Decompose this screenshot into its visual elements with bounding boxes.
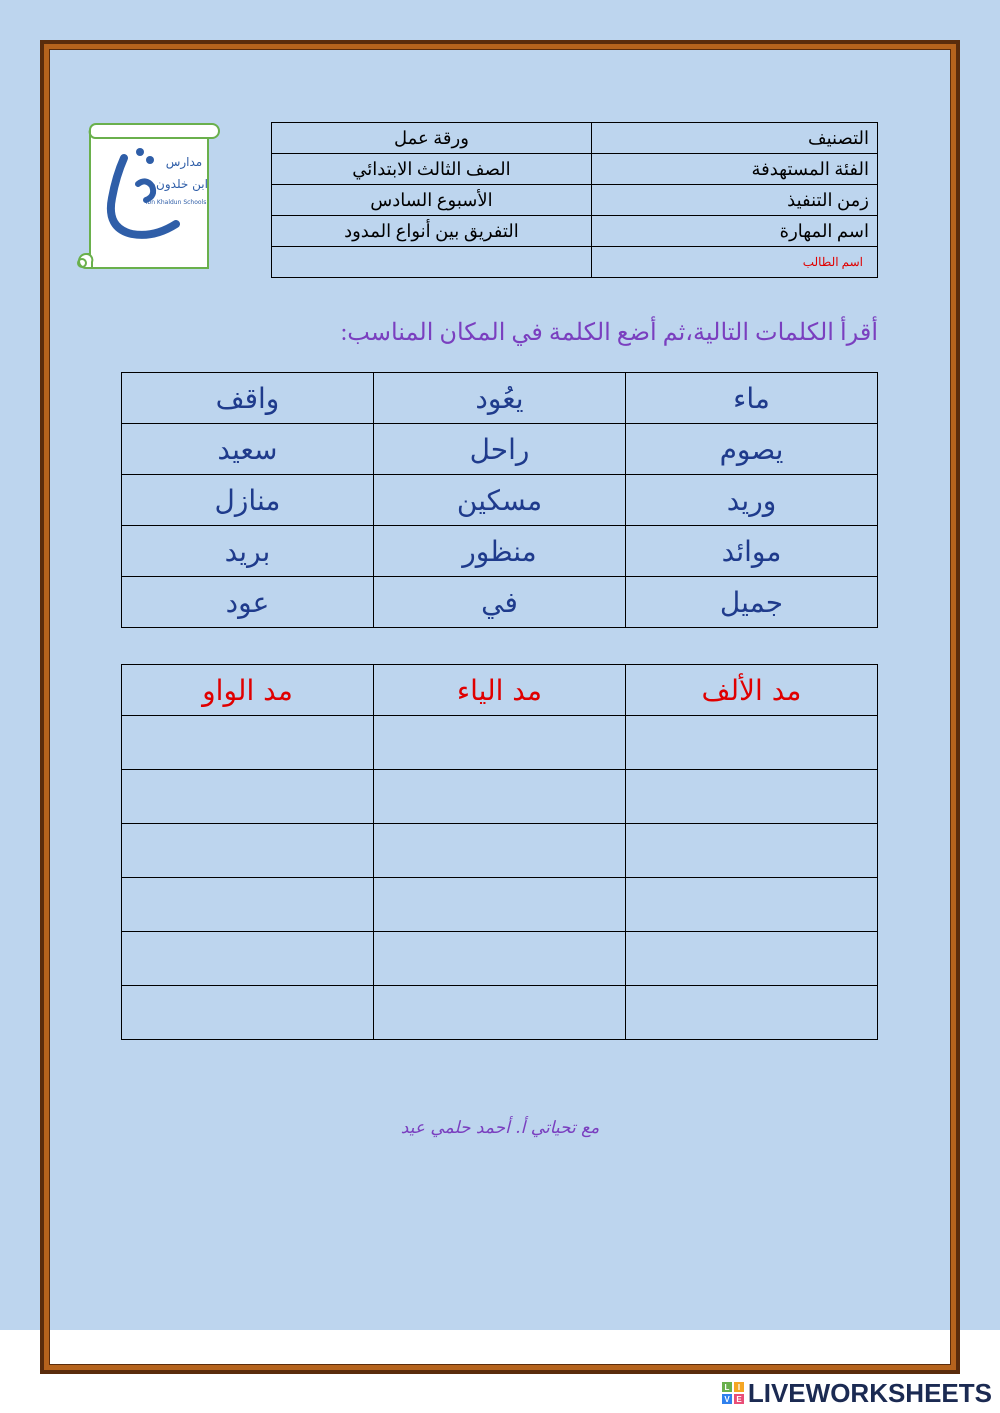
word-cell[interactable]: ماء [626,373,878,424]
drop-cell[interactable] [373,986,625,1040]
drop-cell[interactable] [373,878,625,932]
info-row [272,216,878,247]
sort-row [122,986,878,1040]
drop-cell[interactable] [625,770,877,824]
info-value: التفريق بين أنواع المدود [272,216,592,247]
word-cell[interactable]: يصوم [626,424,878,475]
word-cell[interactable]: منازل [122,475,374,526]
sort-row [122,770,878,824]
brand-icon-letter: I [737,1383,740,1392]
info-label: اسم المهارة [591,216,877,247]
school-logo [72,118,222,284]
words-row [122,475,878,526]
drop-cell[interactable] [122,824,374,878]
word-cell[interactable]: مسكين [373,475,625,526]
drop-cell[interactable] [122,932,374,986]
logo-line-3: Ibn Khaldun Schools [145,199,207,206]
word-cell[interactable]: موائد [626,526,878,577]
sort-row [122,824,878,878]
words-row [122,424,878,475]
word-cell[interactable]: وريد [626,475,878,526]
word-cell[interactable]: جميل [626,577,878,628]
drop-cell[interactable] [373,932,625,986]
instruction-text: أقرأ الكلمات التالية،ثم أضع الكلمة في المكان المناسب: [340,320,878,346]
word-cell[interactable]: يعُود [373,373,625,424]
sort-header-row [122,665,878,716]
sort-table [121,664,878,1040]
info-row [272,123,878,154]
brand-icon-letter: L [724,1383,730,1392]
info-label: الفئة المستهدفة [591,154,877,185]
info-row [272,247,878,278]
info-value: الصف الثالث الابتدائي [272,154,592,185]
liveworksheets-logo-icon [722,1382,744,1404]
drop-cell[interactable] [625,986,877,1040]
info-table [271,122,878,278]
header-yaa: مد الياء [373,665,625,716]
brand-icon-letter: V [724,1395,730,1404]
liveworksheets-brand[interactable] [722,1378,992,1408]
word-cell[interactable]: راحل [373,424,625,475]
info-label: زمن التنفيذ [591,185,877,216]
header-alif: مد الألف [625,665,877,716]
sort-row [122,878,878,932]
info-label: التصنيف [591,123,877,154]
words-table [121,372,878,628]
drop-cell[interactable] [625,716,877,770]
word-cell[interactable]: منظور [373,526,625,577]
drop-cell[interactable] [373,770,625,824]
student-name-field[interactable] [272,247,592,278]
sort-row [122,716,878,770]
drop-cell[interactable] [373,716,625,770]
word-cell[interactable]: بريد [122,526,374,577]
word-cell[interactable]: واقف [122,373,374,424]
logo-line-1: مدارس [165,155,203,169]
student-name-label: اسم الطالب [591,247,877,278]
brand-name: LIVEWORKSHEETS [747,1377,992,1408]
logo-line-2: ابن خلدون [156,177,208,191]
drop-cell[interactable] [625,932,877,986]
words-row [122,577,878,628]
info-value: الأسبوع السادس [272,185,592,216]
words-row [122,526,878,577]
words-row [122,373,878,424]
info-value: ورقة عمل [272,123,592,154]
header-waw: مد الواو [122,665,374,716]
drop-cell[interactable] [122,986,374,1040]
drop-cell[interactable] [373,824,625,878]
drop-cell[interactable] [625,878,877,932]
drop-cell[interactable] [625,824,877,878]
word-cell[interactable]: سعيد [122,424,374,475]
brand-icon-letter: E [736,1395,742,1404]
drop-cell[interactable] [122,770,374,824]
signature-text: مع تحياتي أ. أحمد حلمي عيد [400,1118,600,1138]
sort-row [122,932,878,986]
word-cell[interactable]: عود [122,577,374,628]
info-row [272,185,878,216]
word-cell[interactable]: في [373,577,625,628]
drop-cell[interactable] [122,878,374,932]
info-row [272,154,878,185]
drop-cell[interactable] [122,716,374,770]
